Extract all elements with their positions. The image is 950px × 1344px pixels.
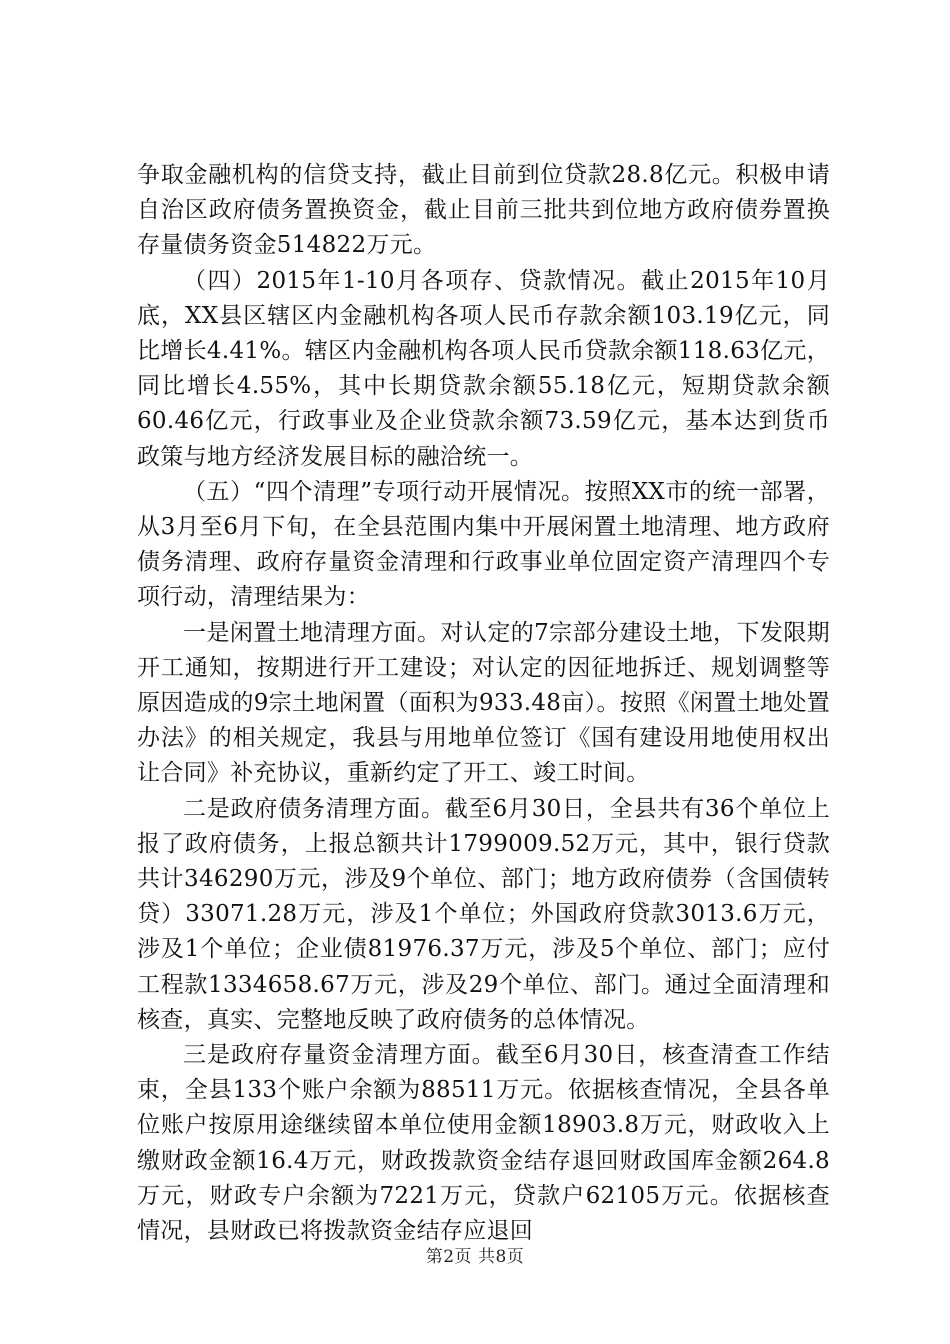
page-number-footer: 第2页 共8页 <box>425 1247 525 1267</box>
paragraph-stock-funds: 三是政府存量资金清理方面。截至6月30日，核查清查工作结束，全县133个账户余额为88511万元。依据核查情况，全县各单位账户按原用途继续留本单位使用金额18903.8万元，财政收入上缴财政金额16.4万元，财政拨款资金结存退回财政国库金额264.8万元，财政专户余额为7221万元，贷款户62105万元。依据核查情况，县财政已将拨款资金结存应退回 <box>137 1042 830 1245</box>
paragraph-four-cleanups: （五）“四个清理”专项行动开展情况。按照XX市的统一部署，从3月至6月下旬，在全县范围内集中开展闲置土地清理、地方政府债务清理、政府存量资金清理和行政事业单位固定资产清理四个专项行动，清理结果为： <box>137 478 830 611</box>
paragraph-loan-support: 争取金融机构的信贷支持，截止目前到位贷款28.8亿元。积极申请自治区政府债务置换资金，截止目前三批共到位地方政府债券置换存量债务资金514822万元。 <box>137 162 830 259</box>
paragraph-government-debt: 二是政府债务清理方面。截至6月30日，全县共有36个单位上报了政府债务，上报总额共计1799009.52万元，其中，银行贷款共计346290万元，涉及9个单位、部门；地方政府债券（含国债转贷）33071.28万元，涉及1个单位；外国政府贷款3013.6万元，涉及1个单位；企业债81976.37万元，涉及5个单位、部门；应付工程款1334658.67万元，涉及29个单位、部门。通过全面清理和核查，真实、完整地反映了政府债务的总体情况。 <box>137 795 830 1033</box>
paragraph-deposits-loans: （四）2015年1-10月各项存、贷款情况。截止2015年10月底，XX县区辖区内金融机构各项人民币存款余额103.19亿元，同比增长4.41%。辖区内金融机构各项人民币贷款余额118.63亿元，同比增长4.55%，其中长期贷款余额55.18亿元，短期贷款余额60.46亿元，行政事业及企业贷款余额73.59亿元，基本达到货币政策与地方经济发展目标的融洽统一。 <box>137 267 830 470</box>
paragraph-idle-land: 一是闲置土地清理方面。对认定的7宗部分建设土地，下发限期开工通知，按期进行开工建设；对认定的因征地拆迁、规划调整等原因造成的9宗土地闲置（面积为933.48亩）。按照《闲置土地处置办法》的相关规定，我县与用地单位签订《国有建设用地使用权出让合同》补充协议，重新约定了开工、竣工时间。 <box>137 619 830 787</box>
document-body <box>137 158 830 1249</box>
